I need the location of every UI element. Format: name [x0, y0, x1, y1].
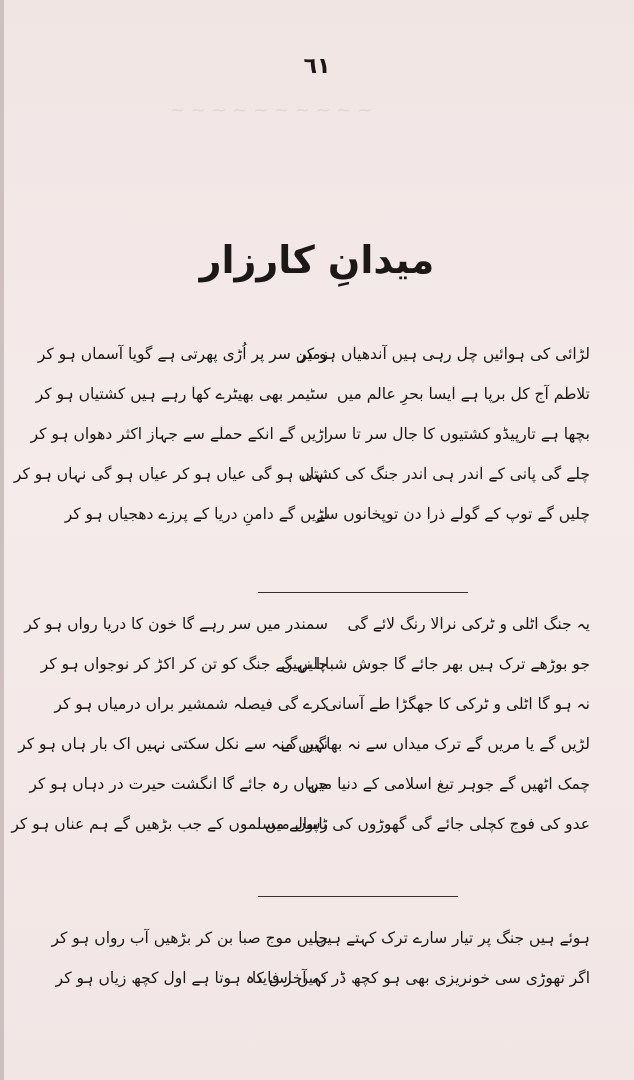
couplet [54, 684, 590, 724]
verse-line-left: سمندر میں سر رہے گا خون کا دریا رواں ہو کر [24, 615, 328, 633]
verse-line-right: نہ ہو گا اٹلی و ٹرکی کا جھگڑا طے آسانی [324, 695, 590, 713]
couplet [30, 414, 590, 454]
page-number: ٦١ [303, 54, 331, 79]
verse-line-left: نہاں ہو گی عیاں ہو کر عیاں ہو گی نہاں ہو کر [13, 465, 328, 483]
stanza-2 [11, 604, 590, 844]
poem-title: میدانِ کارزار [199, 238, 435, 282]
couplet [11, 804, 590, 844]
verse-line-right: چلیں گے توپ کے گولے ذرا دن توپخانوں سے [316, 505, 590, 523]
verse-line-right: لڑیں گے یا مریں گے ترک میداں سے نہ بھاگیں گے [280, 735, 590, 753]
stanza-1 [13, 334, 590, 534]
couplet [24, 604, 590, 644]
verse-line-right: لڑائی کی ہوائیں چل رہی ہیں آندھیاں ہو کر [298, 345, 590, 363]
verse-line-right: بچھا ہے تارپیڈو کشتیوں کا جال سر تا سر [325, 425, 590, 443]
section-divider [258, 896, 458, 897]
couplet [29, 764, 590, 804]
verse-line-right: چلے گی پانی کے اندر ہی اندر جنگ کی کشتی [301, 465, 590, 483]
verse-line-left: نہیں منہ سے نکل سکتی نہیں اک بار ہاں ہو کر [18, 735, 328, 753]
verse-line-left: چلیں گے جنگ کو تن کر اکڑ کر نوجواں ہو کر [40, 655, 328, 673]
verse-line-left: رسالے مسلموں کے جب بڑھیں گے ہم عناں ہو کر [11, 815, 328, 833]
couplet [13, 454, 590, 494]
couplet [40, 644, 590, 684]
verse-line-right: یہ جنگ اٹلی و ٹرکی نرالا رنگ لائے گی [347, 615, 590, 633]
verse-line-left: جہاں رہ جائے گا انگشت حیرت در دہاں ہو کر [29, 775, 328, 793]
verse-line-left: چلیں موج صبا بن کر بڑھیں آب رواں ہو کر [51, 929, 328, 947]
verse-line-left: اڑیں گے دامنِ دریا کے پرزے دھجیاں ہو کر [64, 505, 328, 523]
stanza-3 [51, 918, 590, 998]
verse-line-left: اڑیں گے انکے حملے سے جہاز اکثر دھواں ہو کر [30, 425, 328, 443]
verse-line-right: چمک اٹھیں گے جوہر تیغ اسلامی کے دنیا میں [307, 775, 590, 793]
bleed-through-text: ~ ~ ~ ~ ~ ~ ~ ~ ~ ~ [170, 100, 373, 121]
couplet [37, 334, 590, 374]
verse-line-left: کہ آخر فایدہ ہوتا ہے اول کچھ زیاں ہو کر [55, 969, 328, 987]
couplet [35, 374, 590, 414]
verse-line-right: اگر تھوڑی سی خونریزی بھی ہو کچھ ڈر نہیں اس کا [251, 969, 590, 987]
verse-line-right: عدو کی فوج کچلی جائے گی گھوڑوں کی ٹاپوں میں [264, 815, 590, 833]
verse-line-left: کرے گی فیصلہ شمشیر براں درمیاں ہو کر [54, 695, 328, 713]
verse-line-right: تلاطم آج کل برپا ہے ایسا بحرِ عالم میں [337, 385, 590, 403]
couplet [55, 958, 590, 998]
couplet [64, 494, 590, 534]
section-divider [258, 592, 468, 593]
couplet [18, 724, 590, 764]
verse-line-right: جو بوڑھے ترک ہیں بھر جائے گا جوش شبابا نہیں [281, 655, 590, 673]
verse-line-left: زمین سر پر اُڑی پھرتی ہے گویا آسماں ہو کر [37, 345, 328, 363]
couplet [51, 918, 590, 958]
verse-line-left: سٹیمر بھی بھیٹرے کھا رہے ہیں کشتیاں ہو کر [35, 385, 328, 403]
verse-line-right: ہوئے ہیں جنگ پر تیار سارے ترک کہتے ہیں [315, 929, 590, 947]
